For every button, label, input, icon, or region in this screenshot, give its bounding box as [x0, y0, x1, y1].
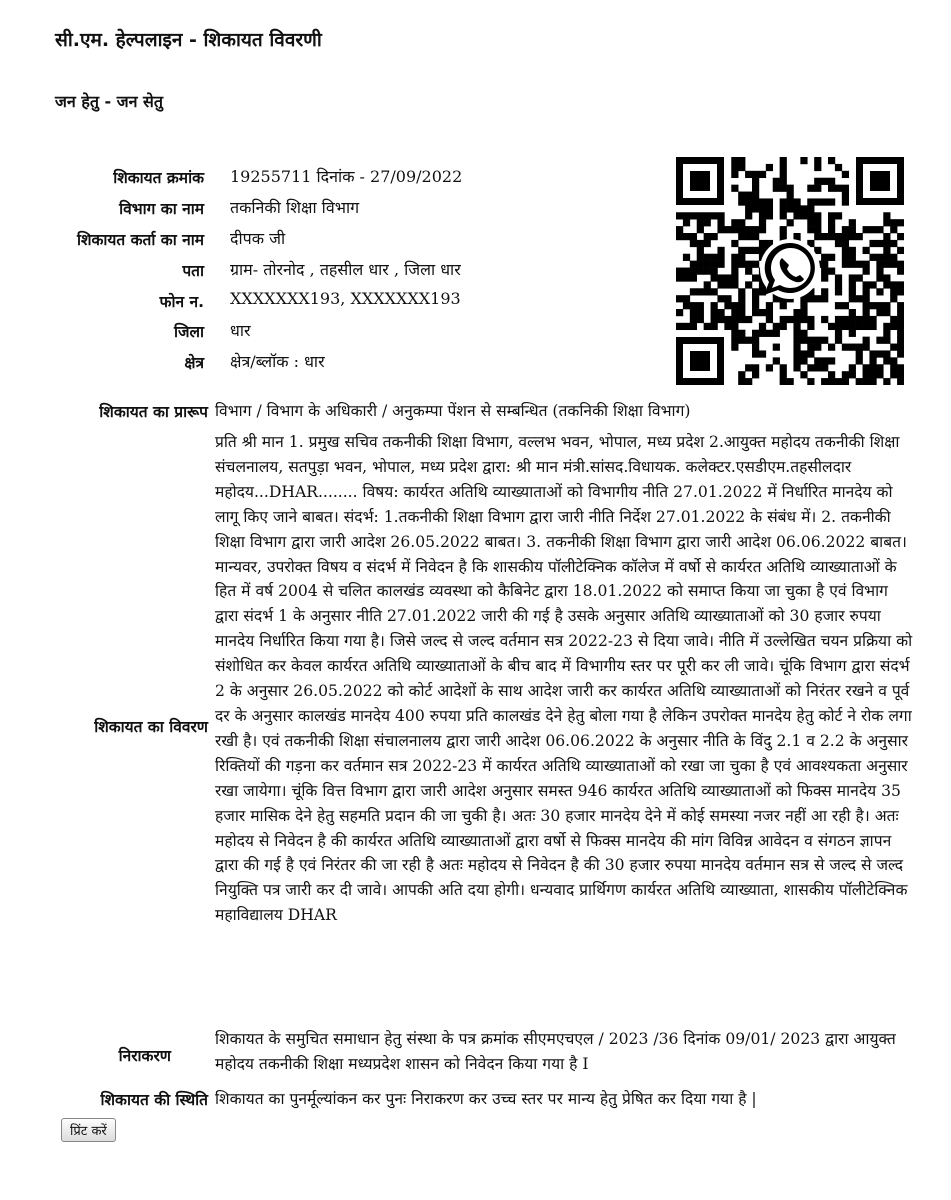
- complaint-no-value: 19255711 दिनांक - 27/09/2022: [230, 167, 463, 186]
- address-label: पता: [182, 262, 204, 280]
- resolution-label: निराकरण: [118, 1047, 171, 1065]
- phone-label: फोन न.: [159, 293, 204, 311]
- department-label: विभाग का नाम: [119, 200, 204, 218]
- complaint-no-label: शिकायत क्रमांक: [113, 169, 204, 187]
- phone-value: XXXXXXX193, XXXXXXX193: [230, 289, 461, 308]
- print-button[interactable]: प्रिंट करें: [61, 1118, 116, 1142]
- department-value: तकनिकी शिक्षा विभाग: [230, 198, 360, 217]
- district-label: जिला: [173, 323, 204, 341]
- status-value: शिकायत का पुनर्मूल्यांकन कर पुनः निराकरण कर उच्च स्तर पर मान्य हेतु प्रेषित कर दिया गया है |: [215, 1090, 757, 1108]
- area-value: क्षेत्र/ब्लॉक : धार: [230, 352, 325, 371]
- complainant-label: शिकायत कर्ता का नाम: [76, 231, 204, 249]
- page-subtitle: जन हेतु - जन सेतु: [55, 92, 163, 111]
- status-label: शिकायत की स्थिति: [100, 1091, 208, 1109]
- district-value: धार: [230, 321, 251, 340]
- whatsapp-qr-code-icon: [676, 157, 904, 385]
- area-label: क्षेत्र: [184, 354, 204, 372]
- complaint-type-value: विभाग / विभाग के अधिकारी / अनुकम्पा पेंशन से सम्बन्धित (तकनिकी शिक्षा विभाग): [215, 402, 691, 420]
- complaint-type-label: शिकायत का प्रारूप: [99, 403, 208, 421]
- complaint-detail-label: शिकायत का विवरण: [94, 718, 208, 736]
- complainant-value: दीपक जी: [230, 229, 286, 248]
- resolution-value: शिकायत के समुचित समाधान हेतु संस्था के पत्र क्रमांक सीएमएचएल / 2023 /36 दिनांक 09/01/ 2023 द्वारा आयुक्त महोदय तकनीकी शिक्षा मध्यप्रदेश शासन को निवेदन किया गया है I: [215, 1030, 896, 1073]
- page-title: सी.एम. हेल्पलाइन - शिकायत विवरणी: [55, 29, 322, 51]
- address-value: ग्राम- तोरनोद , तहसील धार , जिला धार: [230, 260, 461, 279]
- complaint-detail-value: प्रति श्री मान 1. प्रमुख सचिव तकनीकी शिक्षा विभाग, वल्लभ भवन, भोपाल, मध्य प्रदेश 2.आयुक्त महोदय तकनीकी शिक्षा संचलनालय, सतपुड़ा भवन, भोपाल, मध्य प्रदेश द्वारा: श्री मान मंत्री.सांसद.विधायक. कलेक्टर.एसडीएम.तहसीलदार महोदय...DHAR........ विषय: कार्यरत अतिथि व्याख्याताओं को विभागीय नीति 27.01.2022 में निर्धारित मानदेय को लागू किए जाने बाबत। संदर्भ: 1.तकनीकी शिक्षा विभाग द्वारा जारी नीति निर्देश 27.01.2022 के संबंध में। 2. तकनीकी शिक्षा विभाग द्वारा जारी आदेश 26.05.2022 बाबत। 3. तकनीकी शिक्षा विभाग द्वारा जारी आदेश 06.06.2022 बाबत। मान्यवर, उपरोक्त विषय व संदर्भ में निवेदन है कि शासकीय पॉलीटेक्निक कॉलेज में वर्षो से कार्यरत अतिथि व्याख्याताओं के हित में वर्ष 2004 से चलित कालखंड व्यवस्था को कैबिनेट द्वारा 18.01.2022 को समाप्त किया जा चुका है एवं विभाग द्वारा संदर्भ 1 के अनुसार नीति 27.01.2022 जारी की गई है उसके अनुसार अतिथि व्याख्याताओं को 30 हजार रुपया मानदेय निर्धारित किया गया है। जिसे जल्द से जल्द वर्तमान सत्र 2022-23 से दिया जावे। नीति में उल्लेखित चयन प्रक्रिया को संशोधित कर केवल कार्यरत अतिथि व्याख्याताओं के बीच बाद में विभागीय स्तर पर पूरी कर ली जावे। चूंकि विभाग द्वारा संदर्भ 2 के अनुसार 26.05.2022 को कोर्ट आदेशों के साथ आदेश जारी कर कार्यरत अतिथि व्याख्याताओं को निरंतर रखने व पूर्व दर के अनुसार कालखंड मानदेय 400 रुपया प्रति कालखंड देने हेतु बोला गया है लेकिन उपरोक्त मानदेय हेतु कोर्ट ने रोक लगा रखी है। एवं तकनीकी शिक्षा संचालनालय द्वारा जारी आदेश 06.06.2022 के अनुसार नीति के विंदु 2.1 व 2.2 के अनुसार रिक्तियों की गड़ना कर वर्तमान सत्र 2022-23 में कार्यरत अतिथि व्याख्याताओं को रखा जा चुका है एवं आवश्यकता अनुसार रखा जायेगा। चूंकि वित्त विभाग द्वारा जारी आदेश अनुसार समस्त 946 कार्यरत अतिथि व्याख्याताओं को फिक्स मानदेय 35 हजार मासिक देने हेतु सहमति प्रदान की जा चुकी है। अतः 30 हजार मानदेय देने में कोई समस्या नजर नहीं आ रही है। अतः महोदय से निवेदन है की कार्यरत अतिथि व्याख्याताओं द्वारा वर्षो से फिक्स मानदेय की मांग विविन्न आवेदन व संगठन ज्ञापन द्वारा की गई है एवं निरंतर की जा रही है अतः महोदय से निवेदन है की 30 हजार रुपया मानदेय वर्तमान सत्र से जल्द से जल्द नियुक्ति पत्र जारी कर दी जावे। आपकी अति दया होगी। धन्यवाद प्रार्थिगण कार्यरत अतिथि व्याख्याता, शासकीय पॉलीटेक्निक महाविद्यालय DHAR: [215, 433, 913, 925]
